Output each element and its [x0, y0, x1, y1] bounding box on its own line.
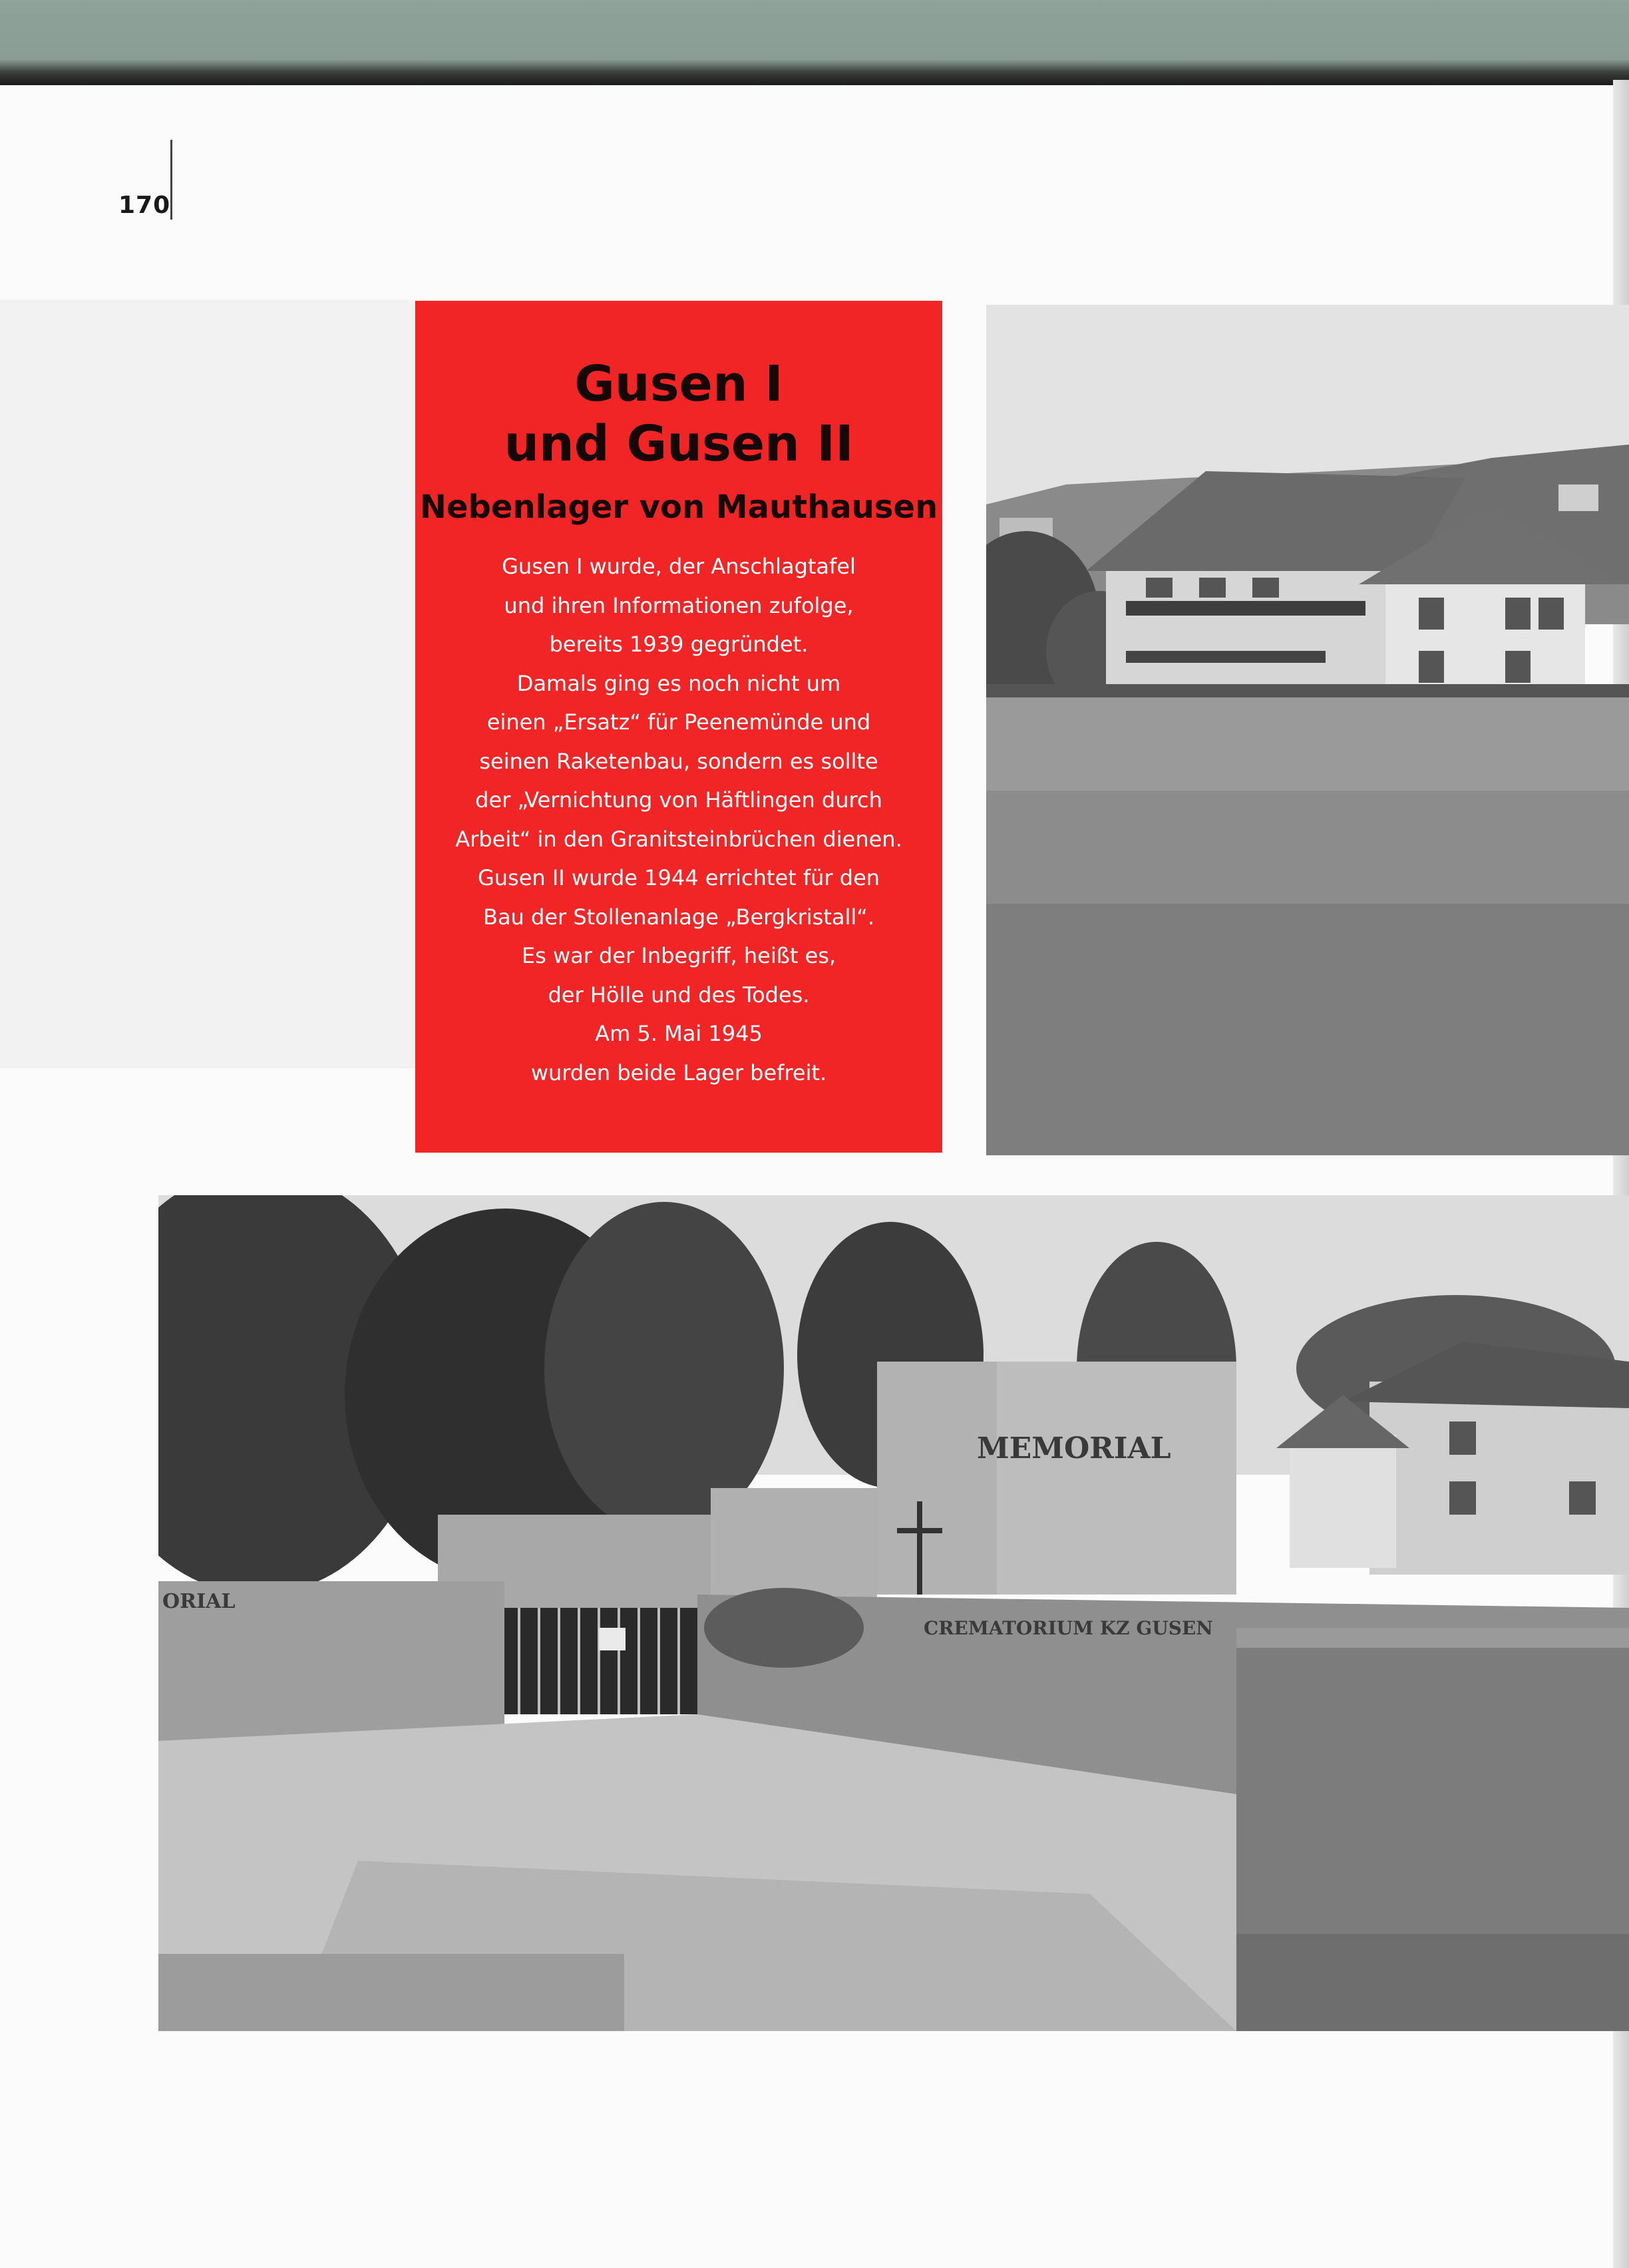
body-line: und ihren Informationen zufolge, — [504, 592, 854, 618]
sign-memorial: MEMORIAL — [977, 1431, 1171, 1465]
body-line: Bau der Stollenanlage „Bergkristall“. — [482, 904, 874, 930]
sign-crematorium: CREMATORIUM KZ GUSEN — [924, 1617, 1213, 1639]
title-line-1: Gusen I — [574, 355, 783, 413]
body-line: seinen Raketenbau, sondern es sollte — [479, 748, 878, 774]
body-line: wurden beide Lager befreit. — [530, 1059, 827, 1085]
body-line: Damals ging es noch nicht um — [516, 670, 841, 696]
info-box-title — [415, 354, 942, 474]
photo-memorial — [158, 1195, 1629, 2031]
photo-house-meadow — [986, 305, 1629, 1155]
faded-panel — [0, 299, 416, 1068]
page-number: 170 — [118, 192, 171, 219]
title-line-2: und Gusen II — [504, 415, 854, 472]
info-box — [415, 301, 942, 1153]
body-line: Gusen II wurde 1944 errichtet für den — [477, 865, 880, 890]
page-rule — [170, 140, 172, 220]
photo-memorial-graphic — [158, 1195, 1629, 2031]
info-box-body — [415, 547, 942, 1092]
body-line: Arbeit“ in den Granitsteinbrüchen dienen. — [455, 826, 902, 852]
scan-edge — [0, 0, 1629, 85]
body-line: einen „Ersatz“ für Peenemünde und — [486, 709, 871, 735]
body-line: der „Vernichtung von Häftlingen durch — [475, 787, 882, 813]
body-line: der Hölle und des Todes. — [548, 982, 810, 1008]
body-line: bereits 1939 gegründet. — [549, 632, 809, 657]
body-line: Am 5. Mai 1945 — [595, 1021, 763, 1046]
sign-left-fragment: ORIAL — [162, 1590, 236, 1613]
photo-house-meadow-graphic — [986, 305, 1629, 1155]
body-line: Es war der Inbegriff, heißt es, — [521, 943, 836, 968]
body-line: Gusen I wurde, der Anschlagtafel — [502, 554, 856, 579]
info-box-subtitle: Nebenlager von Mauthausen — [419, 488, 938, 526]
